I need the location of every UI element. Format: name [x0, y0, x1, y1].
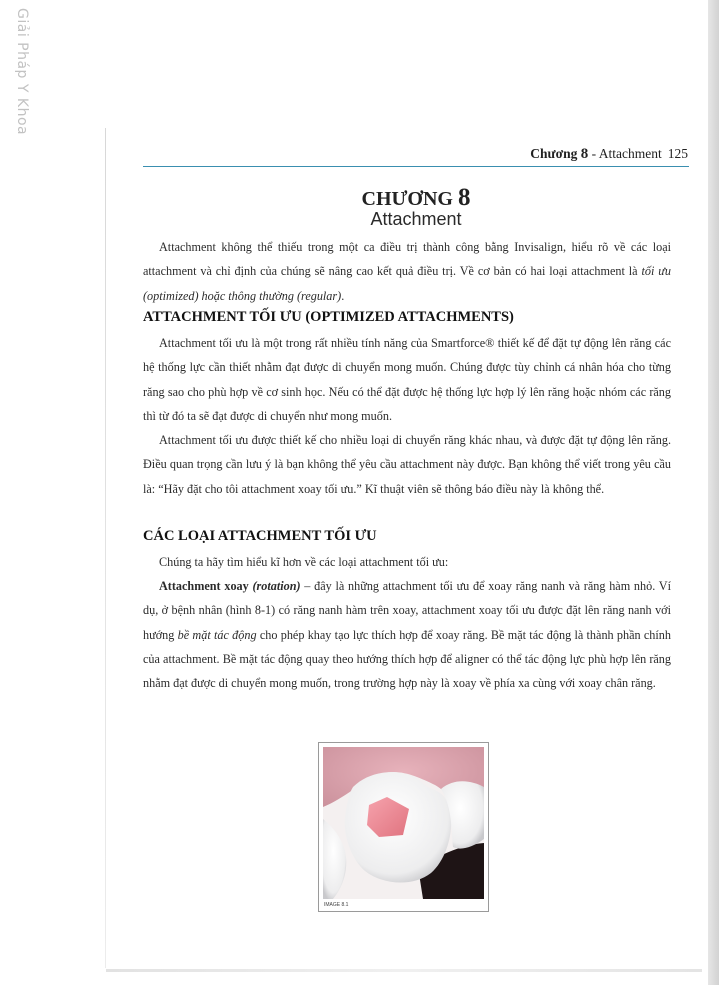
section-heading-optimized: ATTACHMENT TỐI ƯU (OPTIMIZED ATTACHMENTS)	[143, 309, 514, 325]
page-edge-shadow	[708, 0, 719, 985]
section-heading-types: CÁC LOẠI ATTACHMENT TỐI ƯU	[143, 528, 377, 544]
header-rule	[143, 166, 689, 167]
intro-paragraph	[143, 235, 671, 308]
running-header-chapter-number: 8	[580, 146, 589, 162]
chapter-word: CHƯƠNG	[361, 188, 453, 210]
chapter-number: 8	[457, 184, 471, 211]
figure-8-1	[318, 742, 489, 912]
section2-paragraph-1: Chúng ta hãy tìm hiểu kĩ hơn về các loại attachment tối ưu:	[159, 555, 449, 569]
tooth-attachment-illustration	[323, 747, 484, 899]
rotation-text-b: cho phép khay tạo lực thích hợp để xoay răng. Bề mặt tác động là thành phần chính của attachment. Bề mặt tác động quay theo hướng thích hợp để aligner có thể tác động lực phù hợp lên răng nhằm đạt được di chuyển mong muốn, trong trường hợp này là xoay về phía xa cùng với xoay chân răng.	[143, 627, 671, 691]
intro-text: Attachment không thể thiếu trong một ca điều trị thành công bằng Invisalign, hiểu rõ về các loại attachment và chỉ định của chúng sẽ nâng cao kết quả điều trị. Về cơ bản có hai loại attachment là	[143, 240, 671, 279]
watermark: Giải Pháp Y Khoa	[14, 8, 30, 136]
intro-italic: tối ưu (optimized) hoặc thông thường (regular)	[143, 264, 671, 303]
section1-paragraph-1: Attachment tối ưu là một trong rất nhiều tính năng của Smartforce® thiết kế để đặt tự động lên răng các hệ thống lực cần thiết nhằm đạt được di chuyển mong muốn. Chúng được tùy chỉnh cá nhân hóa cho từng răng sao cho phù hợp về cơ sinh học. Nếu có thể đặt được hệ thống lực hợp lý lên răng hoặc nhóm các răng thì từ đó ta sẽ đạt được di chuyển như mong muốn.	[143, 336, 671, 423]
section1-paragraph-2: Attachment tối ưu được thiết kế cho nhiều loại di chuyển răng khác nhau, và được đặt tự động lên răng. Điều quan trọng cần lưu ý là bạn không thể yêu cầu attachment này được. Bạn không thể viết trong yêu cầu là: “Hãy đặt cho tôi attachment xoay tối ưu.” Kĩ thuật viên sẽ thông báo điều này là không thể.	[143, 433, 671, 496]
running-header-chapter-word: Chương	[530, 146, 578, 161]
scan-edge-bottom	[106, 969, 702, 972]
rotation-term-italic: (rotation)	[252, 579, 301, 593]
running-header	[530, 146, 688, 163]
rotation-text-a: – đây là những attachment tối ưu để xoay răng nanh và răng hàm nhỏ. Ví dụ, ở bệnh nhân (hình 8-1) có răng nanh hàm trên xoay, attachment xoay tối ưu được đặt lên răng nanh với hướng	[143, 579, 671, 642]
rotation-term: Attachment xoay	[159, 579, 253, 593]
chapter-heading	[143, 184, 689, 212]
intro-end: .	[341, 288, 345, 303]
scan-edge-left	[105, 128, 106, 968]
section2-paragraph-2	[143, 574, 671, 695]
running-header-topic: Attachment	[598, 146, 662, 161]
page-number: 125	[667, 146, 688, 161]
running-header-separator: -	[588, 146, 599, 161]
figure-caption: IMAGE 8.1	[324, 902, 349, 908]
chapter-subtitle: Attachment	[370, 209, 462, 229]
active-surface-term: bề mặt tác động	[177, 627, 257, 642]
